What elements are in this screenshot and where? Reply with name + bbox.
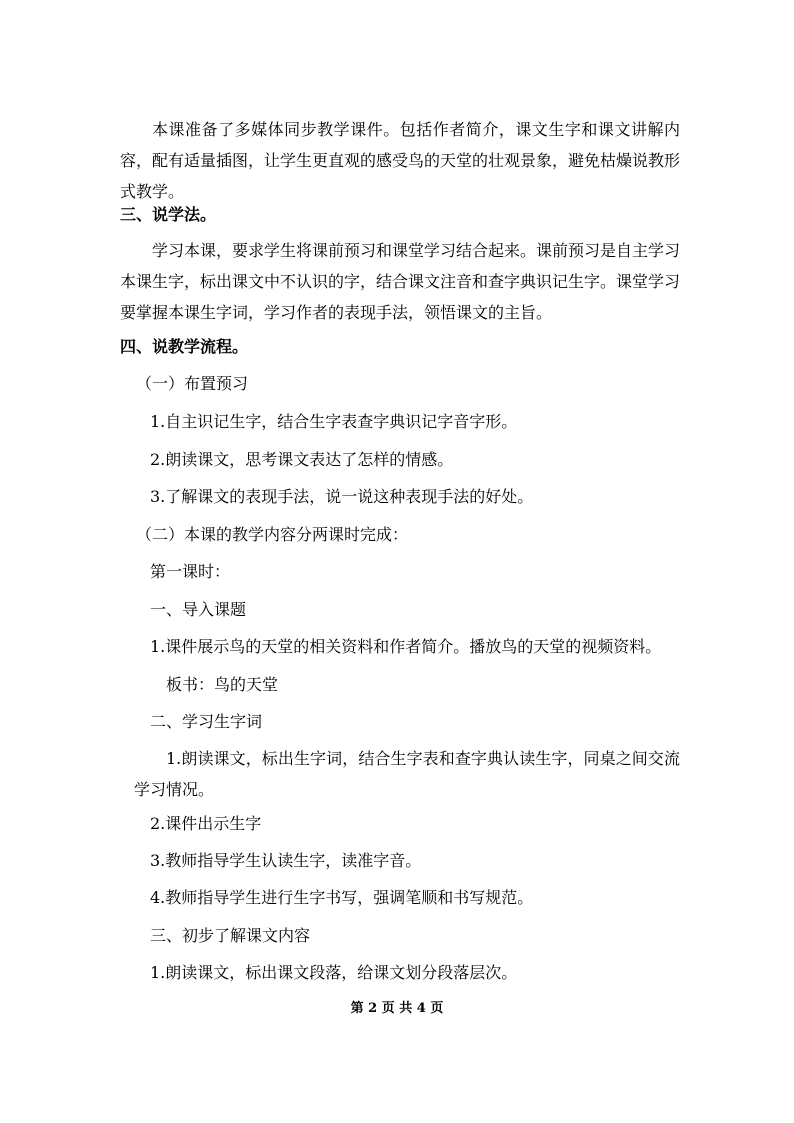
paragraph-study-method: 学习本课，要求学生将课前预习和课堂学习结合起来。课前预习是自主学习本课生字，标出课文中不认识的字，结合课文注音和查字典识记生字。课堂学习要掌握本课生字词，学习作者的表现手法，领悟课文的主旨。 [120,241,681,322]
step-two-item-3: 3.教师指导学生认读生字，读准字音。 [150,851,422,870]
page-footer: 第 2 页 共 4 页 [350,1001,444,1016]
step-three-title: 三、初步了解课文内容 [150,926,311,945]
step-two-item-1: 1.朗读课文，标出生字词，结合生字表和查字典认读生字，同桌之间交流学习情况。 [134,749,680,799]
preview-item-3: 3.了解课文的表现手法，说一说这种表现手法的好处。 [150,487,534,506]
lesson-one-label: 第一课时： [150,562,231,581]
section-preview-title: （一）布置预习 [136,374,249,393]
paragraph-courseware: 本课准备了多媒体同步教学课件。包括作者简介，课文生字和课文讲解内容，配有适量插图，让学生更直观的感受鸟的天堂的壮观景象，避免枯燥说教形式教学。 [120,120,681,201]
step-three-item-1: 1.朗读课文，标出课文段落，给课文划分段落层次。 [150,963,518,982]
heading-teaching-process: 四、说教学流程。 [120,337,249,356]
step-one-item-1: 1.课件展示鸟的天堂的相关资料和作者简介。播放鸟的天堂的视频资料。 [150,637,662,656]
step-two-item-2: 2.课件出示生字 [150,814,262,833]
heading-study-method: 三、说学法。 [120,205,217,224]
section-content-title: （二）本课的教学内容分两课时完成： [136,525,409,544]
preview-item-2: 2.朗读课文，思考课文表达了怎样的情感。 [150,450,454,469]
step-two-title: 二、学习生字词 [150,712,263,731]
step-two-item-4: 4.教师指导学生进行生字书写，强调笔顺和书写规范。 [150,888,534,907]
step-one-title: 一、导入课题 [150,600,247,619]
blackboard-note: 板书：鸟的天堂 [166,675,279,694]
preview-item-1: 1.自主识记生字，结合生字表查字典识记字音字形。 [150,412,518,431]
